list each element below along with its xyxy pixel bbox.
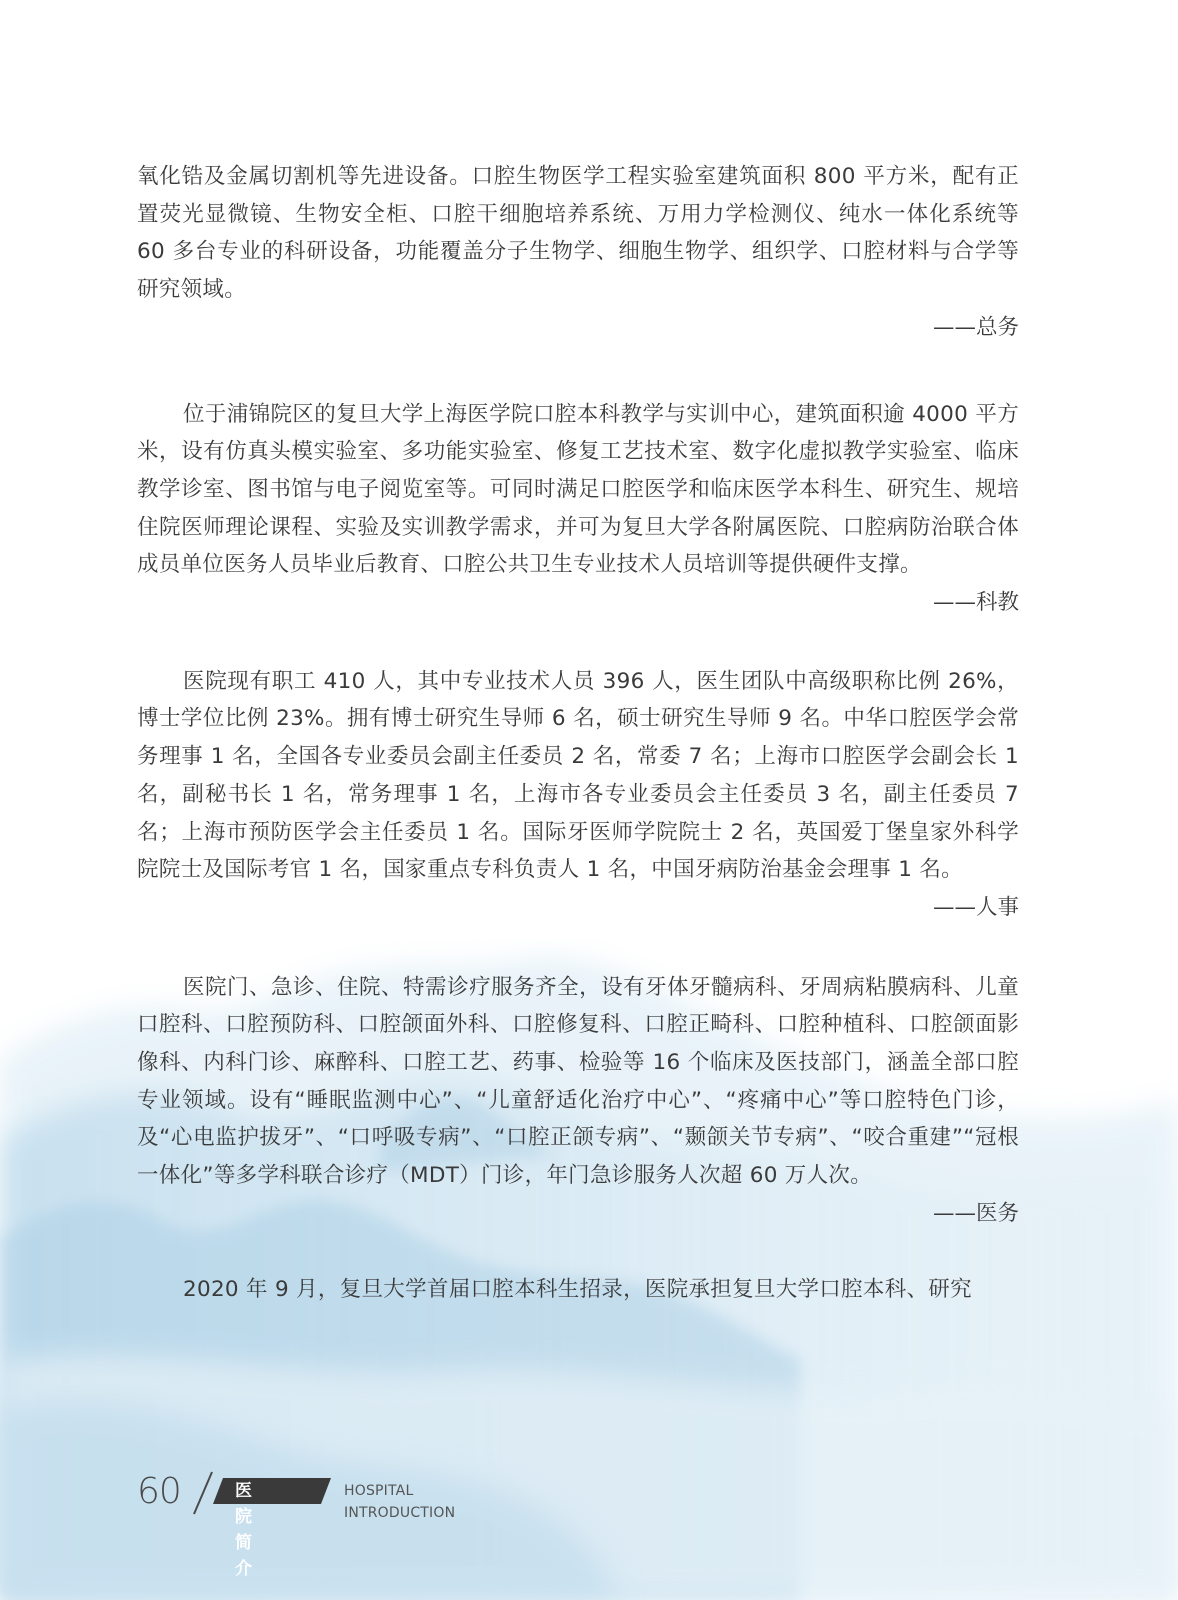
paragraph-undergraduate: 2020 年 9 月，复旦大学首届口腔本科生招录，医院承担复旦大学口腔本科、研究	[183, 1276, 972, 1302]
article-body	[137, 158, 1019, 1308]
paragraph-personnel: 医院现有职工 410 人，其中专业技术人员 396 人，医生团队中高级职称比例 26%，博士学位比例 23%。拥有博士研究生导师 6 名，硕士研究生导师 9 名。中华口腔医学会常务理事 1 名，全国各专业委员会副主任委员 2 名，常委 7 名；上海市口腔医学会副会长 1 名，副秘书长 1 名，常务理事 1 名，上海市各专业委员会主任委员 3 名，副主任委员 7 名；上海市预防医学会主任委员 1 名。国际牙医师学院院士 2 名，英国爱丁堡皇家外科学院院士及国际考官 1 名，国家重点专科负责人 1 名，中国牙病防治基金会理事 1 名。	[137, 668, 1019, 883]
signature-medical-affairs: ——医务	[932, 1200, 1019, 1226]
page-number: 60	[137, 1471, 181, 1512]
signature-personnel: ——人事	[932, 894, 1019, 920]
paragraph-education: 位于浦锦院区的复旦大学上海医学院口腔本科教学与实训中心，建筑面积逾 4000 平方米，设有仿真头模实验室、多功能实验室、修复工艺技术室、数字化虚拟教学实验室、临床教学诊室、图书馆与电子阅览室等。可同时满足口腔医学和临床医学本科生、研究生、规培住院医师理论课程、实验及实训教学需求，并可为复旦大学各附属医院、口腔病防治联合体成员单位医务人员毕业后教育、口腔公共卫生专业技术人员培训等提供硬件支撑。	[137, 401, 1019, 578]
paragraph-general-affairs: 氧化锆及金属切割机等先进设备。口腔生物医学工程实验室建筑面积 800 平方米，配有正置荧光显微镜、生物安全柜、口腔干细胞培养系统、万用力学检测仪、纯水一体化系统等 60 多台专业的科研设备，功能覆盖分子生物学、细胞生物学、组织学、口腔材料与合学等研究领域。	[137, 164, 1019, 303]
section-title: 医院简介	[235, 1481, 255, 1579]
section-tag-background	[213, 1478, 331, 1504]
section-english-title: HOSPITAL INTRODUCTION	[344, 1483, 456, 1521]
signature-general-affairs: ——总务	[932, 314, 1019, 340]
signature-education: ——科教	[932, 590, 1019, 616]
paragraph-medical-affairs: 医院门、急诊、住院、特需诊疗服务齐全，设有牙体牙髓病科、牙周病粘膜病科、儿童口腔科、口腔预防科、口腔颌面外科、口腔修复科、口腔正畸科、口腔种植科、口腔颌面影像科、内科门诊、麻醉科、口腔工艺、药事、检验等 16 个临床及医技部门，涵盖全部口腔专业领域。设有“睡眠监测中心”、“儿童舒适化治疗中心”、“疼痛中心”等口腔特色门诊，及“心电监护拔牙”、“口呼吸专病”、“口腔正颌专病”、“颞颌关节专病”、“咬合重建”“冠根一体化”等多学科联合诊疗（MDT）门诊，年门急诊服务人次超 60 万人次。	[137, 974, 1019, 1189]
